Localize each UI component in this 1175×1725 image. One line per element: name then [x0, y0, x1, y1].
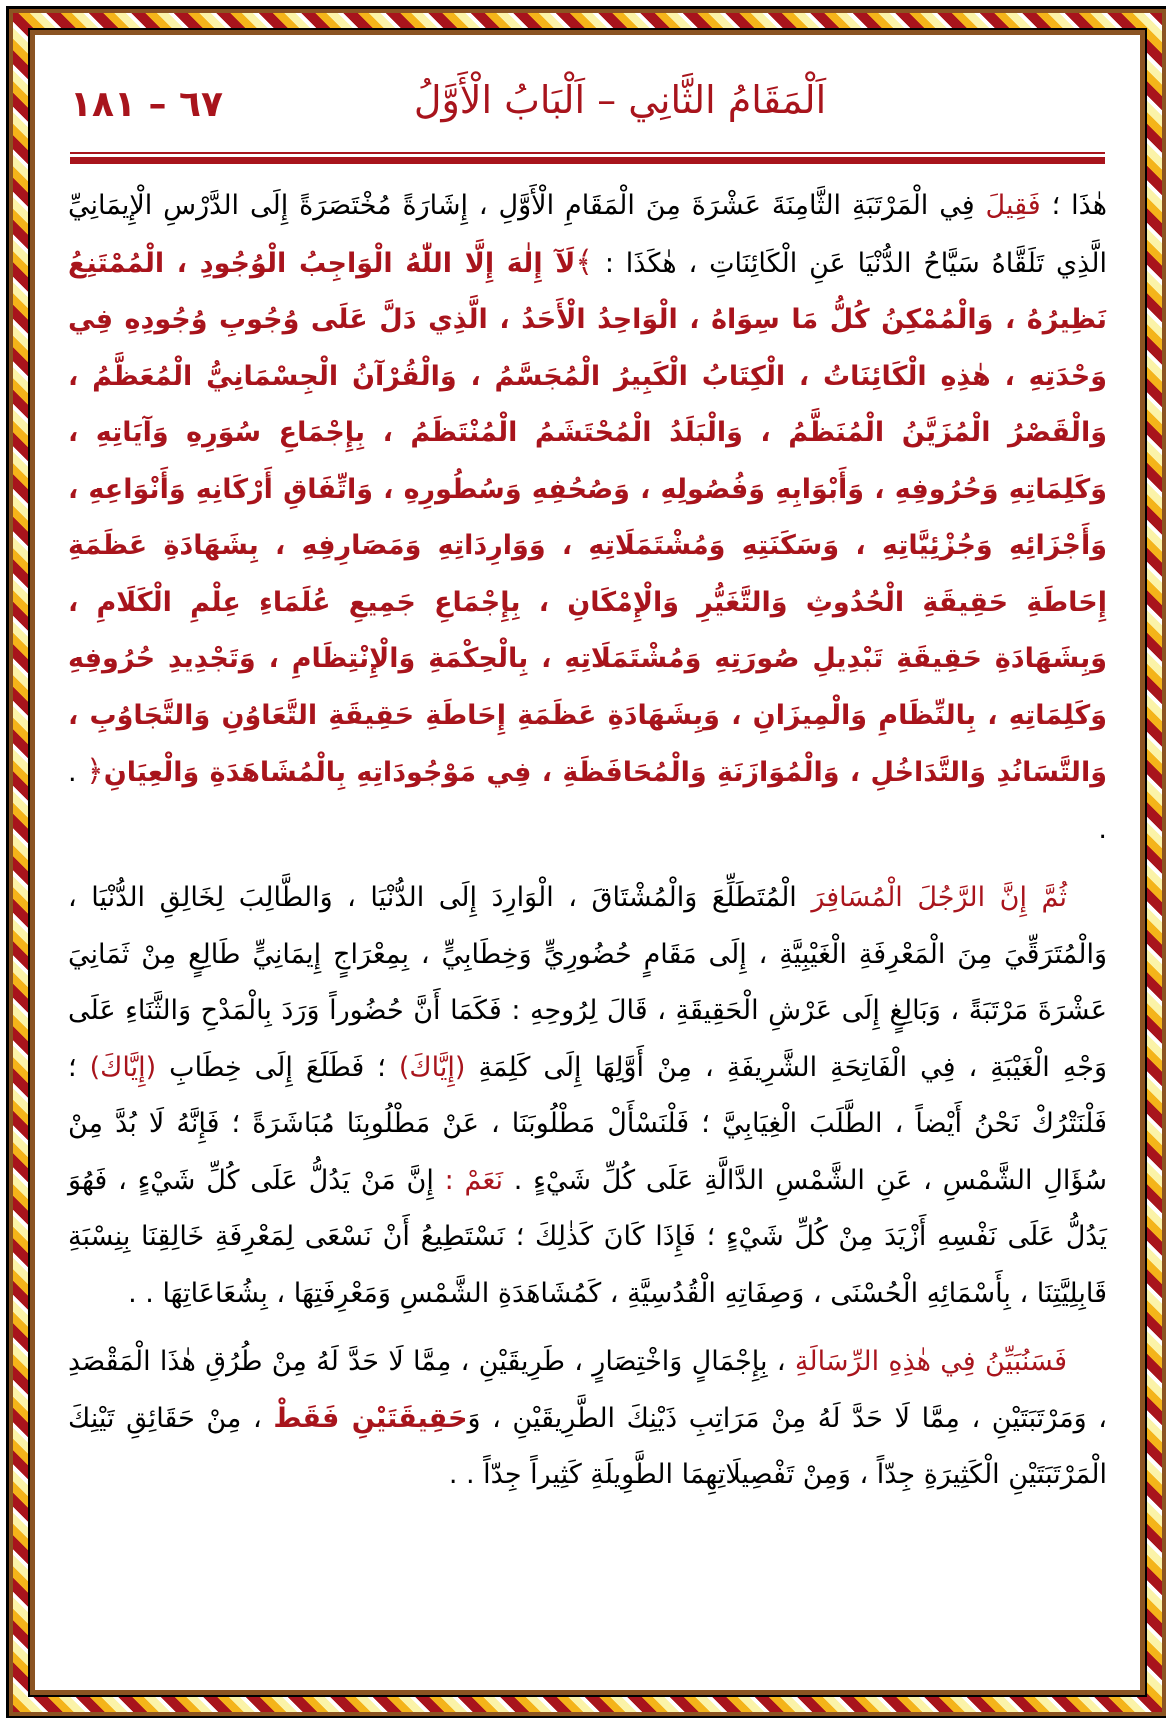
p2-text-4: إِنَّ مَنْ يَدُلُّ عَلَى كُلِّ شَيْءٍ ، فَهُوَ يَدُلُّ عَلَى نَفْسِهِ أَزْيَدَ مِنْ كُلِّ شَيْءٍ ؛ فَإِذَا كَانَ كَذٰلِكَ ؛ نَسْتَطِيعُ أَنْ نَسْعَى لِمَعْرِفَةِ خَالِقِنَا بِنِسْبَةِ قَابِلِيَّتِنَا ، بِأَسْمَائِهِ الْحُسْنَى ، وَصِفَاتِهِ الْقُدُسِيَّةِ ، كَمُشَاهَدَةِ الشَّمْسِ وَمَعْرِفَتِهَا ، بِشُعَاعَاتِهَا . .	[68, 1164, 1107, 1309]
p2-text-1: الْمُتَطَلِّعَ وَالْمُشْتَاقَ ، الْوَارِدَ إِلَى الدُّنْيَا ، وَالطَّالِبَ لِخَالِقِ الدُّنْيَا ، وَالْمُتَرَقِّيَ مِنَ الْمَعْرِفَةِ الْغَيْبِيَّةِ ، إِلَى مَقَامٍ حُضُورِيٍّ وَخِطَابِيٍّ ، بِمِعْرَاجٍ إِيمَانِيٍّ طَالِعٍ مِنْ ثَمَانِيَ عَشْرَةَ مَرْتَبَةً ، وَبَالِغٍ إِلَى عَرْشِ الْحَقِيقَةِ ، قَالَ لِرُوحِهِ : فَكَمَا أَنَّ حُضُوراً وَرَدَ بِالْمَدْحِ وَالثَّنَاءِ عَلَى وَجْهِ الْغَيْبَةِ ، فِي الْفَاتِحَةِ الشَّرِيفَةِ ، مِنْ أَوَّلِهَا إِلَى كَلِمَةِ	[68, 882, 1107, 1083]
p1-end: . .	[68, 757, 1107, 845]
p2-text-3: ؛ فَلْنَتْرُكْ نَحْنُ أَيْضاً ، الطَّلَبَ الْغِيَابِيَّ ؛ فَلْنَسْأَلْ مَطْلُوبَنَا ، عَنْ مَطْلُوبِنَا مُبَاشَرَةً ؛ فَإِنَّهُ لَا بُدَّ مِنْ سُؤَالِ الشَّمْسِ ، عَنِ الشَّمْسِ الدَّالَّةِ عَلَى كُلِّ شَيْءٍ .	[68, 1051, 1107, 1196]
header-rule-thin	[70, 152, 1105, 154]
paragraph-1	[68, 178, 1107, 858]
ornament-open-icon: ﴾	[575, 244, 593, 280]
p1-intro-keyword: فَقِيلَ	[985, 190, 1041, 221]
body-text	[68, 178, 1107, 1516]
p3-text-1: ، بِإِجْمَالٍ وَاخْتِصَارٍ ، طَرِيقَيْنِ ، مِمَّا لَا حَدَّ لَهُ مِنْ طُرُقِ هٰذَا الْمَقْصَدِ ، وَمَرْتَبَتَيْنِ ، مِمَّا لَا حَدَّ لَهُ مِنْ مَرَاتِبِ ذَيْنِكَ الطَّرِيقَيْنِ ، وَ	[68, 1346, 1108, 1434]
p2-iyyaka-1: (إِيَّاكَ)	[398, 1051, 466, 1083]
p2-text-2: ؛ فَطَلَعَ إِلَى خِطَابِ	[156, 1051, 399, 1083]
p1-intro: هٰذَا ؛	[1040, 190, 1107, 221]
p2-naam: نَعَمْ :	[444, 1164, 504, 1196]
p2-lead: ثُمَّ إِنَّ الرَّجُلَ الْمُسَافِرَ	[811, 882, 1067, 913]
p2-iyyaka-2: (إِيَّاكَ)	[89, 1051, 157, 1083]
p3-text-2: ، مِنْ حَقَائِقِ تَيْنِكَ الْمَرْتَبَتَيْنِ الْكَثِيرَةِ جِدّاً ، وَمِنْ تَفْصِيلَاتِهِمَا الطَّوِيلَةِ كَثِيراً جِدّاً . .	[68, 1402, 1107, 1490]
paragraph-2	[68, 870, 1107, 1322]
chapter-title: اَلْمَقَامُ الثَّانِي – اَلْبَابُ الْأَوَّلُ	[413, 78, 827, 122]
header-rule-thick	[70, 157, 1105, 164]
page-header	[70, 78, 1105, 158]
p1-intro-text: فِي الْمَرْتَبَةِ الثَّامِنَةَ عَشْرَةَ مِنَ الْمَقَامِ الْأَوَّلِ ، إِشَارَةً مُخْتَصَرَةً إِلَى الدَّرْسِ الْإِيمَانِيِّ الَّذِي تَلَقَّاهُ سَيَّاحُ الدُّنْيَا عَنِ الْكَائِنَاتِ ، هٰكَذَا :	[68, 190, 1107, 279]
p1-quote: لَآ إِلٰهَ إِلَّا اللّٰهُ الْوَاجِبُ الْوُجُودِ ، الْمُمْتَنِعُ نَظِيرُهُ ، وَالْمُمْكِنُ كُلُّ مَا سِوَاهُ ، الْوَاحِدُ الْأَحَدُ ، الَّذِي دَلَّ عَلَى وُجُوبِ وُجُودِهِ فِي وَحْدَتِهِ ، هٰذِهِ الْكَائِنَاتُ ، الْكِتَابُ الْكَبِيرُ الْمُجَسَّمُ ، وَالْقُرْآنُ الْجِسْمَانِيُّ الْمُعَظَّمُ ، وَالْقَصْرُ الْمُزَيَّنُ الْمُنَظَّمُ ، وَالْبَلَدُ الْمُحْتَشَمُ الْمُنْتَظَمُ ، بِإِجْمَاعِ سُوَرِهِ وَآيَاتِهِ ، وَكَلِمَاتِهِ وَحُرُوفِهِ ، وَأَبْوَابِهِ وَفُصُولِهِ ، وَصُحُفِهِ وَسُطُورِهِ ، وَاتِّفَاقِ أَرْكَانِهِ وَأَنْوَاعِهِ ، وَأَجْزَائِهِ وَجُزْئِيَّاتِهِ ، وَسَكَنَتِهِ وَمُشْتَمَلَاتِهِ ، وَوَارِدَاتِهِ وَمَصَارِفِهِ ، بِشَهَادَةِ عَظَمَةِ إِحَاطَةِ حَقِيقَةِ الْحُدُوثِ وَالتَّغَيُّرِ وَالْإِمْكَانِ ، بِإِجْمَاعِ جَمِيعِ عُلَمَاءِ عِلْمِ الْكَلَامِ ، وَبِشَهَادَةِ حَقِيقَةِ تَبْدِيلِ صُورَتِهِ وَمُشْتَمَلَاتِهِ ، بِالْحِكْمَةِ وَالْإِنْتِظَامِ ، وَتَجْدِيدِ حُرُوفِهِ وَكَلِمَاتِهِ ، بِالنِّظَامِ وَالْمِيزَانِ ، وَبِشَهَادَةِ عَظَمَةِ إِحَاطَةِ حَقِيقَةِ التَّعَاوُنِ وَالتَّجَاوُبِ ، وَالتَّسَانُدِ وَالتَّدَاخُلِ ، وَالْمُوَازَنَةِ وَالْمُحَافَظَةِ ، فِي مَوْجُودَاتِهِ بِالْمُشَاهَدَةِ وَالْعِيَانِ	[68, 247, 1107, 788]
ornament-close-icon: ﴿	[86, 754, 104, 789]
p3-lead: فَسَنُبَيِّنُ فِي هٰذِهِ الرِّسَالَةِ	[794, 1346, 1067, 1377]
paragraph-3	[68, 1334, 1107, 1504]
p3-haqiqatayn: حَقِيقَتَيْنِ فَقَطْ	[273, 1402, 468, 1434]
page-range: ٦٧ – ١٨١	[70, 84, 223, 125]
